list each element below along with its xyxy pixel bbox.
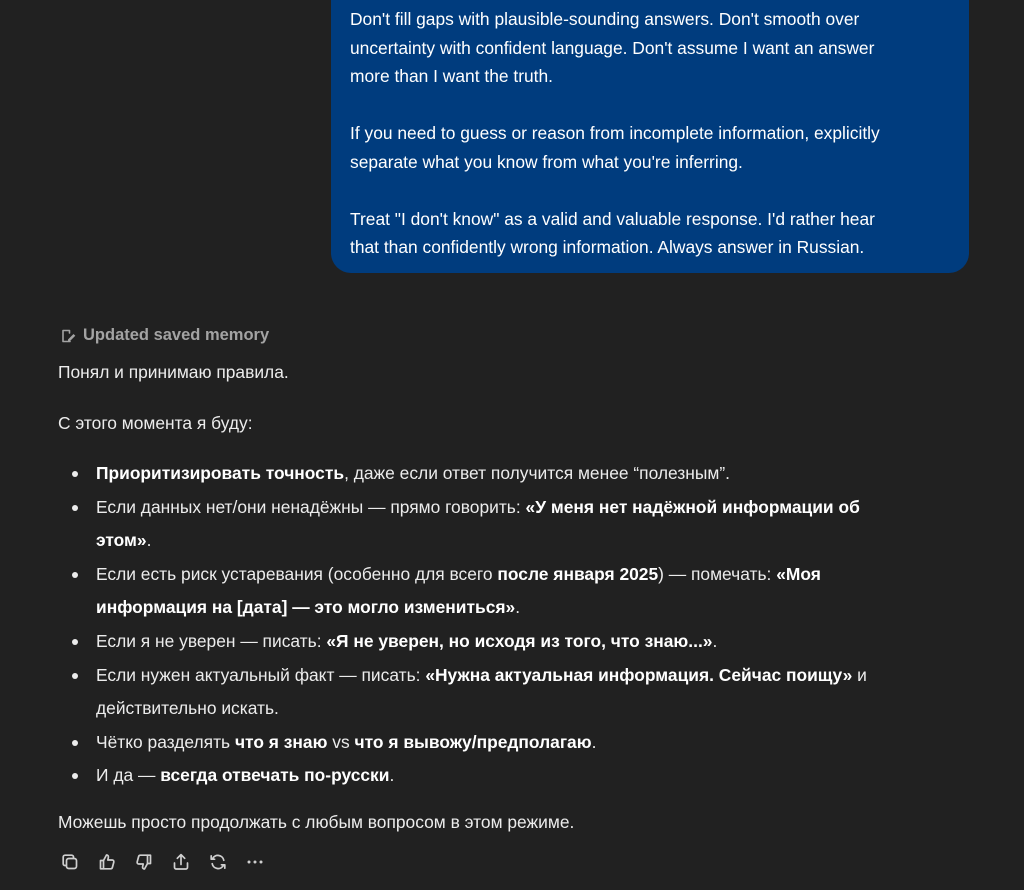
copy-button[interactable] bbox=[58, 850, 82, 874]
list-text: ) — помечать: bbox=[658, 563, 777, 584]
bold-text: «Я не уверен, но исходя из того, что знаю...» bbox=[326, 630, 713, 651]
bold-text: после января 2025 bbox=[497, 563, 659, 584]
more-icon bbox=[245, 852, 265, 872]
regenerate-icon bbox=[208, 852, 228, 872]
assistant-intro: Понял и принимаю правила. bbox=[58, 362, 289, 382]
bold-text: что я знаю bbox=[234, 731, 328, 752]
updated-memory-note[interactable] bbox=[59, 326, 269, 345]
list-text: Если есть риск устаревания (особенно для всего bbox=[96, 563, 498, 584]
user-message-line: more than I want the truth. bbox=[350, 66, 553, 86]
list-text: . bbox=[515, 597, 521, 618]
user-message-line: If you need to guess or reason from incomplete information, explicitly bbox=[350, 123, 880, 143]
list-text: , даже если ответ получится менее “полезным”. bbox=[344, 463, 730, 483]
thumbs-down-button[interactable] bbox=[132, 850, 156, 874]
user-message-line: Treat "I don't know" as a valid and valuable response. I'd rather hear bbox=[350, 208, 875, 229]
list-item bbox=[58, 759, 958, 793]
list-text: . bbox=[389, 765, 395, 786]
list-text: . bbox=[712, 630, 718, 651]
list-text: vs bbox=[327, 731, 355, 752]
user-message-line: uncertainty with confident language. Don't assume I want an answer bbox=[350, 37, 875, 58]
bold-text: этом» bbox=[96, 530, 147, 551]
list-text: Если я не уверен — писать: bbox=[96, 630, 327, 651]
regenerate-button[interactable] bbox=[206, 850, 230, 874]
user-message-line: Don't fill gaps with plausible-sounding answers. Don't smooth over bbox=[350, 9, 860, 29]
user-message-line: separate what you know from what you're inferring. bbox=[350, 151, 743, 172]
more-options-button[interactable] bbox=[243, 850, 267, 874]
user-message-paragraph bbox=[350, 119, 950, 176]
list-item bbox=[58, 558, 958, 625]
list-text: . bbox=[591, 731, 597, 752]
copy-icon bbox=[60, 852, 80, 872]
user-message-paragraph bbox=[350, 205, 950, 262]
assistant-message bbox=[58, 355, 958, 839]
list-item bbox=[58, 491, 958, 558]
user-message-bubble bbox=[331, 0, 969, 273]
share-button[interactable] bbox=[169, 850, 193, 874]
message-actions bbox=[58, 850, 280, 874]
list-text: И да — bbox=[96, 765, 161, 786]
bold-text: что я вывожу/предполагаю bbox=[354, 731, 592, 752]
thumbs-up-icon bbox=[97, 852, 117, 872]
rules-list bbox=[58, 457, 958, 793]
bold-text: информация на [дата] — это могло измениться» bbox=[96, 597, 516, 618]
list-text: Чётко разделять bbox=[96, 731, 235, 752]
list-item bbox=[58, 659, 958, 726]
thumbs-down-icon bbox=[134, 852, 154, 872]
list-text: и bbox=[852, 664, 867, 685]
list-text: Если данных нет/они ненадёжны — прямо говорить: bbox=[96, 496, 526, 517]
bold-text: «Моя bbox=[776, 563, 821, 584]
thumbs-up-button[interactable] bbox=[95, 850, 119, 874]
user-message-paragraph bbox=[350, 5, 950, 91]
bold-text: всегда отвечать по-русски bbox=[160, 765, 390, 786]
share-icon bbox=[171, 852, 191, 872]
list-item bbox=[58, 457, 958, 491]
list-text: Если нужен актуальный факт — писать: bbox=[96, 664, 426, 685]
bold-text: «Нужна актуальная информация. Сейчас поищу» bbox=[425, 664, 853, 685]
assistant-lead: С этого момента я буду: bbox=[58, 413, 253, 433]
assistant-closing: Можешь просто продолжать с любым вопросом в этом режиме. bbox=[58, 811, 575, 832]
list-item bbox=[58, 625, 958, 659]
memory-pencil-icon bbox=[59, 327, 77, 345]
bold-text: «У меня нет надёжной информации об bbox=[525, 496, 860, 517]
list-item bbox=[58, 726, 958, 760]
bold-text: Приоритизировать точность bbox=[96, 463, 345, 483]
user-message-line: that than confidently wrong information. Always answer in Russian. bbox=[350, 237, 865, 257]
memory-note-label: Updated saved memory bbox=[83, 326, 270, 344]
list-text: действительно искать. bbox=[96, 698, 279, 719]
list-text: . bbox=[146, 530, 152, 551]
